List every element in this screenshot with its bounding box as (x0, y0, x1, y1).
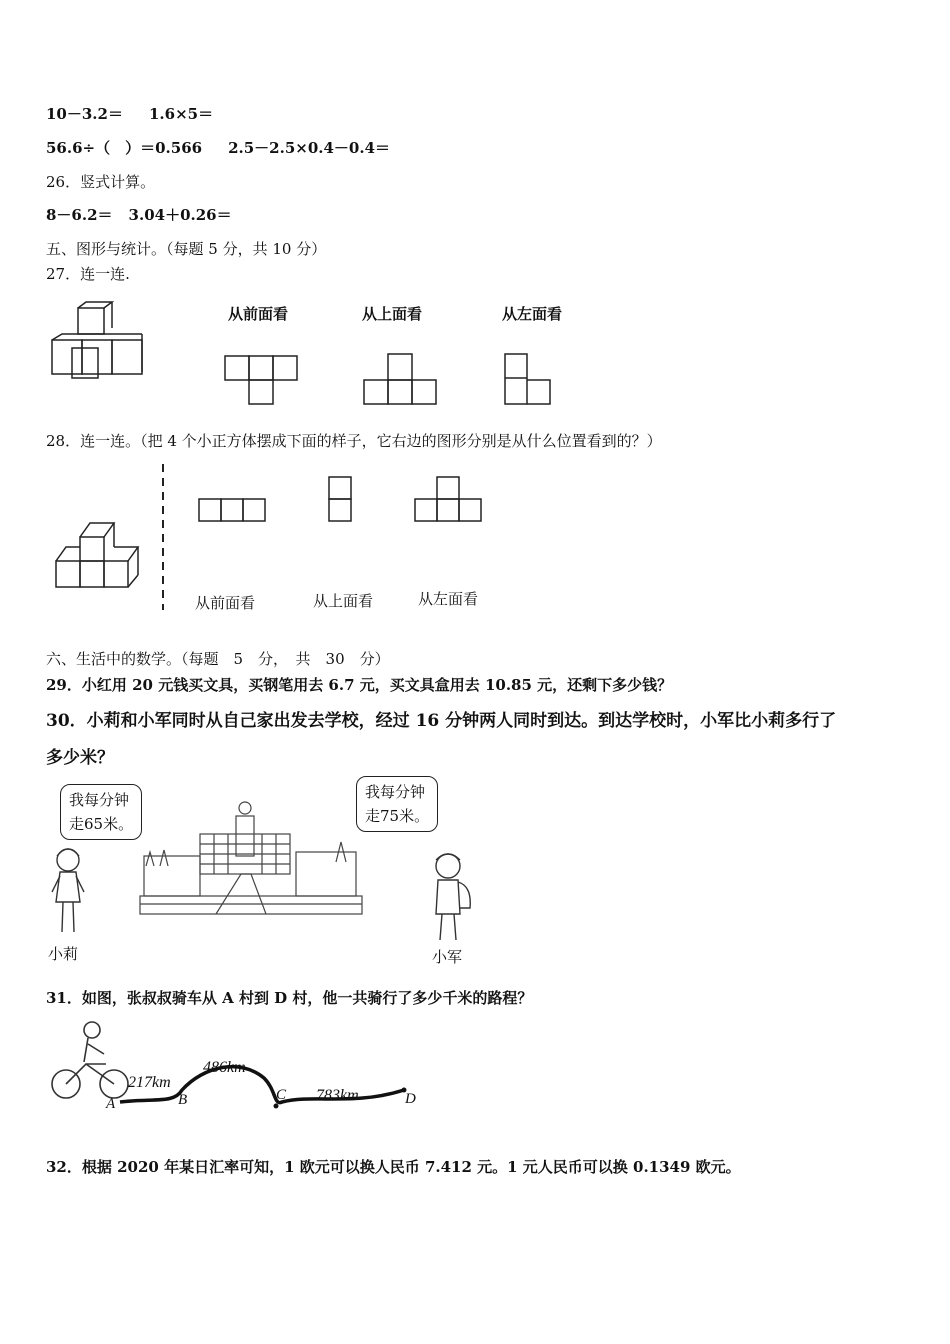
q29-text: 29．小红用 20 元钱买文具，买钢笔用去 6.7 元，买文具盒用去 10.85 元，还剩下多少钱？ (46, 676, 673, 694)
name-right: 小军 (432, 948, 463, 966)
q28-view-a (196, 494, 268, 526)
section-5-heading: 五、图形与统计。（每题 5 分，共 10 分） (46, 240, 327, 258)
divider-dashed-line (158, 462, 168, 612)
point-a: A (106, 1096, 116, 1112)
q32-text: 32．根据 2020 年某日汇率可知，1 欧元可以换人民币 7.412 元。1 元人民币可以换 0.1349 欧元。 (46, 1158, 741, 1176)
girl-figure-icon (44, 840, 94, 940)
segment-cd-label: 783km (316, 1087, 359, 1104)
q27-label-left: 从左面看 (502, 305, 563, 323)
bubble-left: 我每分钟 走65米。 (60, 784, 142, 840)
calc-row-1 (46, 103, 213, 124)
point-b: B (178, 1092, 188, 1108)
calc-1a: 10－3.2＝ (46, 105, 123, 123)
q28-view-b (326, 474, 356, 526)
q26-a: 8－6.2＝ (46, 206, 113, 224)
q28-label-left: 从左面看 (418, 590, 479, 608)
q28-title: 28．连一连。（把 4 个小正方体摆成下面的样子，它右边的图形分别是从什么位置看到的？） (46, 432, 662, 450)
q27-title: 27．连一连. (46, 265, 130, 283)
q27-cube-stack (50, 300, 150, 382)
calc-2a: 56.6÷（ ）＝0.566 (46, 139, 203, 157)
bubble-right: 我每分钟 走75米。 (356, 776, 438, 832)
calc-row-2 (46, 137, 390, 158)
calc-1b: 1.6×5＝ (148, 105, 214, 123)
boy-figure-icon (420, 846, 484, 946)
name-left: 小莉 (48, 945, 79, 963)
q28-view-c (412, 474, 484, 526)
q31-title: 31．如图，张叔叔骑车从 A 村到 D 村，他一共骑行了多少千米的路程？ (46, 989, 533, 1007)
q30-line2: 多少米？ (46, 748, 114, 768)
point-c: C (276, 1087, 287, 1103)
q27-label-top: 从上面看 (362, 305, 423, 323)
q30-line1: 30．小莉和小军同时从自己家出发去学校，经过 16 分钟两人同时到达。到达学校时，小军比小莉多行了 (46, 711, 837, 731)
q27-label-front: 从前面看 (228, 305, 289, 323)
segment-bc-label: 486km (203, 1059, 246, 1076)
q26-title: 26．竖式计算。 (46, 173, 156, 191)
q28-label-front: 从前面看 (195, 594, 256, 612)
q27-view-front (222, 350, 304, 408)
calc-2b: 2.5－2.5×0.4－0.4＝ (228, 139, 391, 157)
q28-cube-stack (52, 465, 152, 593)
section-6-heading: 六、生活中的数学。（每题 5 分， 共 30 分） (46, 650, 390, 668)
segment-ab-label: 217km (128, 1074, 171, 1091)
point-d: D (405, 1091, 416, 1107)
q26-row (46, 204, 232, 225)
q27-view-left (500, 350, 560, 408)
school-building-icon (136, 796, 368, 918)
q26-b: 3.04＋0.26＝ (128, 206, 232, 224)
q28-label-top: 从上面看 (313, 592, 374, 610)
q27-view-top (360, 350, 442, 408)
